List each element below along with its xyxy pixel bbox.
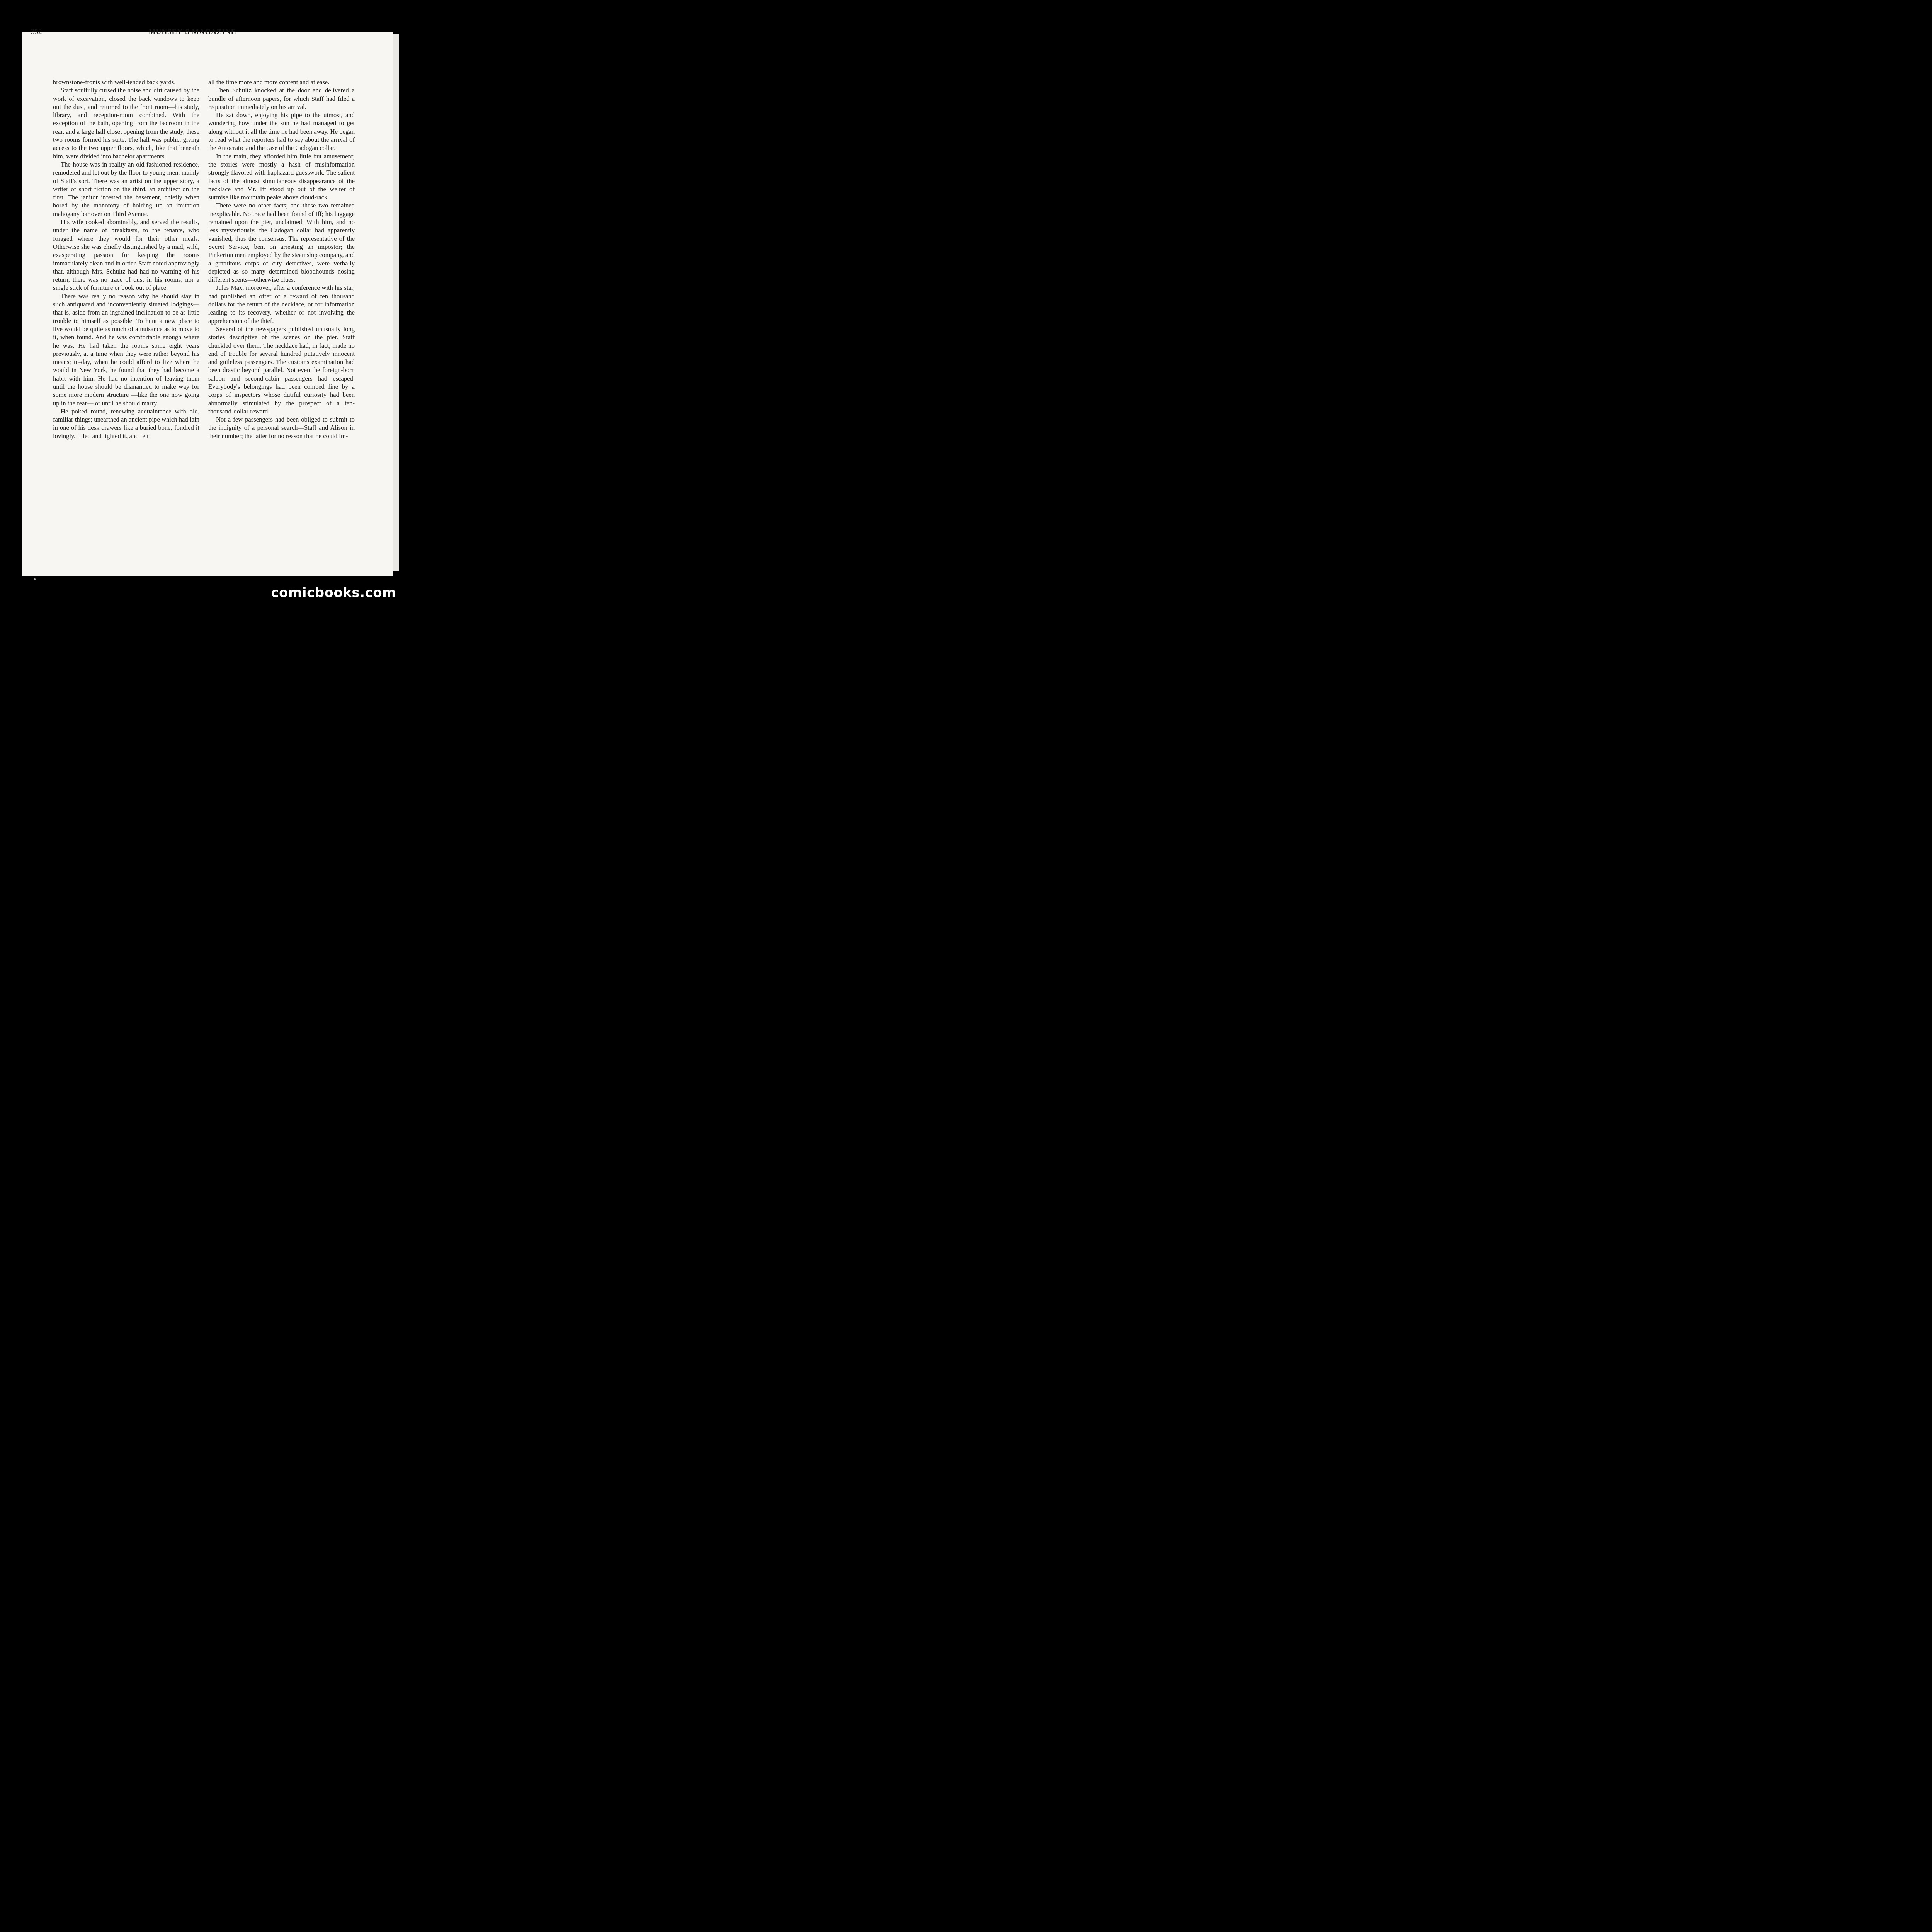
paragraph: In the main, they afforded him little but amusement; the stories were mostly a hash of misinformation strongly flavored with haphazard guesswork. The salient facts of the almost simultaneous disappearance of the necklace and Mr. Iff stood up out of the welter of surmise like mountain peaks above cloud-rack. [208,152,355,201]
scan-speck [34,578,36,580]
left-column [53,78,199,440]
right-column [208,78,355,440]
paragraph: His wife cooked abominably, and served the results, under the name of breakfasts, to the tenants, who foraged where they would for their other meals. Otherwise she was chiefly distinguished by a mad, wild, exasperating passion for keeping the rooms immaculately clean and in order. Staff noted approvingly that, although Mrs. Schultz had had no warning of his return, there was no trace of dust in his rooms, nor a single stick of furniture or book out of place. [53,218,199,292]
page-number: 352 [31,28,42,36]
page-header [31,28,354,39]
paragraph: Staff soulfully cursed the noise and dirt caused by the work of excavation, closed the back windows to keep out the dust, and returned to the front room—his study, library, and reception-room combined. With the exception of the bath, opening from the bedroom in the rear, and a large hall closet opening from the study, these two rooms formed his suite. The hall was public, giving access to the two upper floors, which, like that beneath him, were divided into bachelor apartments. [53,87,199,160]
paragraph: brownstone-fronts with well-tended back yards. [53,78,176,86]
paragraph: The house was in reality an old-fashioned residence, remodeled and let out by the floor to young men, mainly of Staff's sort. There was an artist on the upper story, a writer of short fiction on the third, an architect on the first. The janitor infested the basement, chiefly when bored by the monotony of holding up an imitation mahogany bar over on Third Avenue. [53,160,199,218]
paragraph: There were no other facts; and these two remained inexplicable. No trace had been found of Iff; his luggage remained upon the pier, unclaimed. With him, and no less mysteriously, the Cadogan collar had apparently vanished; thus the consensus. The representative of the Secret Service, bent on arresting an impostor; the Pinkerton men employed by the steamship company, and a gratuitous corps of city detectives, were verbally depicted as so many determined bloodhounds nosing different scents—otherwise clues. [208,202,355,284]
paragraph: Then Schultz knocked at the door and delivered a bundle of afternoon papers, for which Staff had filed a requisition immediately on his arrival. [208,87,355,111]
paragraph: Jules Max, moreover, after a conference with his star, had published an offer of a reward of ten thousand dollars for the return of the necklace, or for information leading to its recovery, whether or not involving the apprehension of the thief. [208,284,355,325]
paragraph: all the time more and more content and at ease. [208,78,330,86]
paragraph: Not a few passengers had been obliged to submit to the indignity of a personal search—Staff and Alison in their number; the latter for no reason that he could im- [208,416,355,440]
paragraph: Several of the newspapers published unusually long stories descriptive of the scenes on the pier. Staff chuckled over them. The necklace had, in fact, made no end of trouble for several hundred putatively innocent and guileless passengers. The customs examination had been drastic beyond parallel. Not even the foreign-born saloon and second-cabin passengers had escaped. Everybody's belongings had been combed fine by a corps of inspectors whose dutiful curiosity had been abnormally stimulated by the prospect of a ten-thousand-dollar reward. [208,325,355,415]
running-title: MUNSEY'S MAGAZINE [148,28,236,36]
next-page-edge [393,34,399,571]
paragraph: He sat down, enjoying his pipe to the utmost, and wondering how under the sun he had managed to get along without it all the time he had been away. He began to read what the reporters had to say about the arrival of the Autocratic and the case of the Cadogan collar. [208,111,355,152]
paragraph: There was really no reason why he should stay in such antiquated and inconveniently situated lodgings—that is, aside from an ingrained inclination to be as little trouble to himself as possible. To hunt a new place to live would be quite as much of a nuisance as to move to it, when found. And he was comfortable enough where he was. He had taken the rooms some eight years previously, at a time when they were rather beyond his means; to-day, when he could afford to live where he would in New York, he found that they had become a habit with him. He had no intention of leaving them until the house should be dismantled to make way for some more modern structure —like the one now going up in the rear— or until he should marry. [53,292,199,407]
watermark: comicbooks.com [271,585,396,600]
paragraph: He poked round, renewing acquaintance with old, familiar things; unearthed an ancient pipe which had lain in one of his desk drawers like a buried bone; fondled it lovingly, filled and lighted it, and felt [53,407,199,440]
